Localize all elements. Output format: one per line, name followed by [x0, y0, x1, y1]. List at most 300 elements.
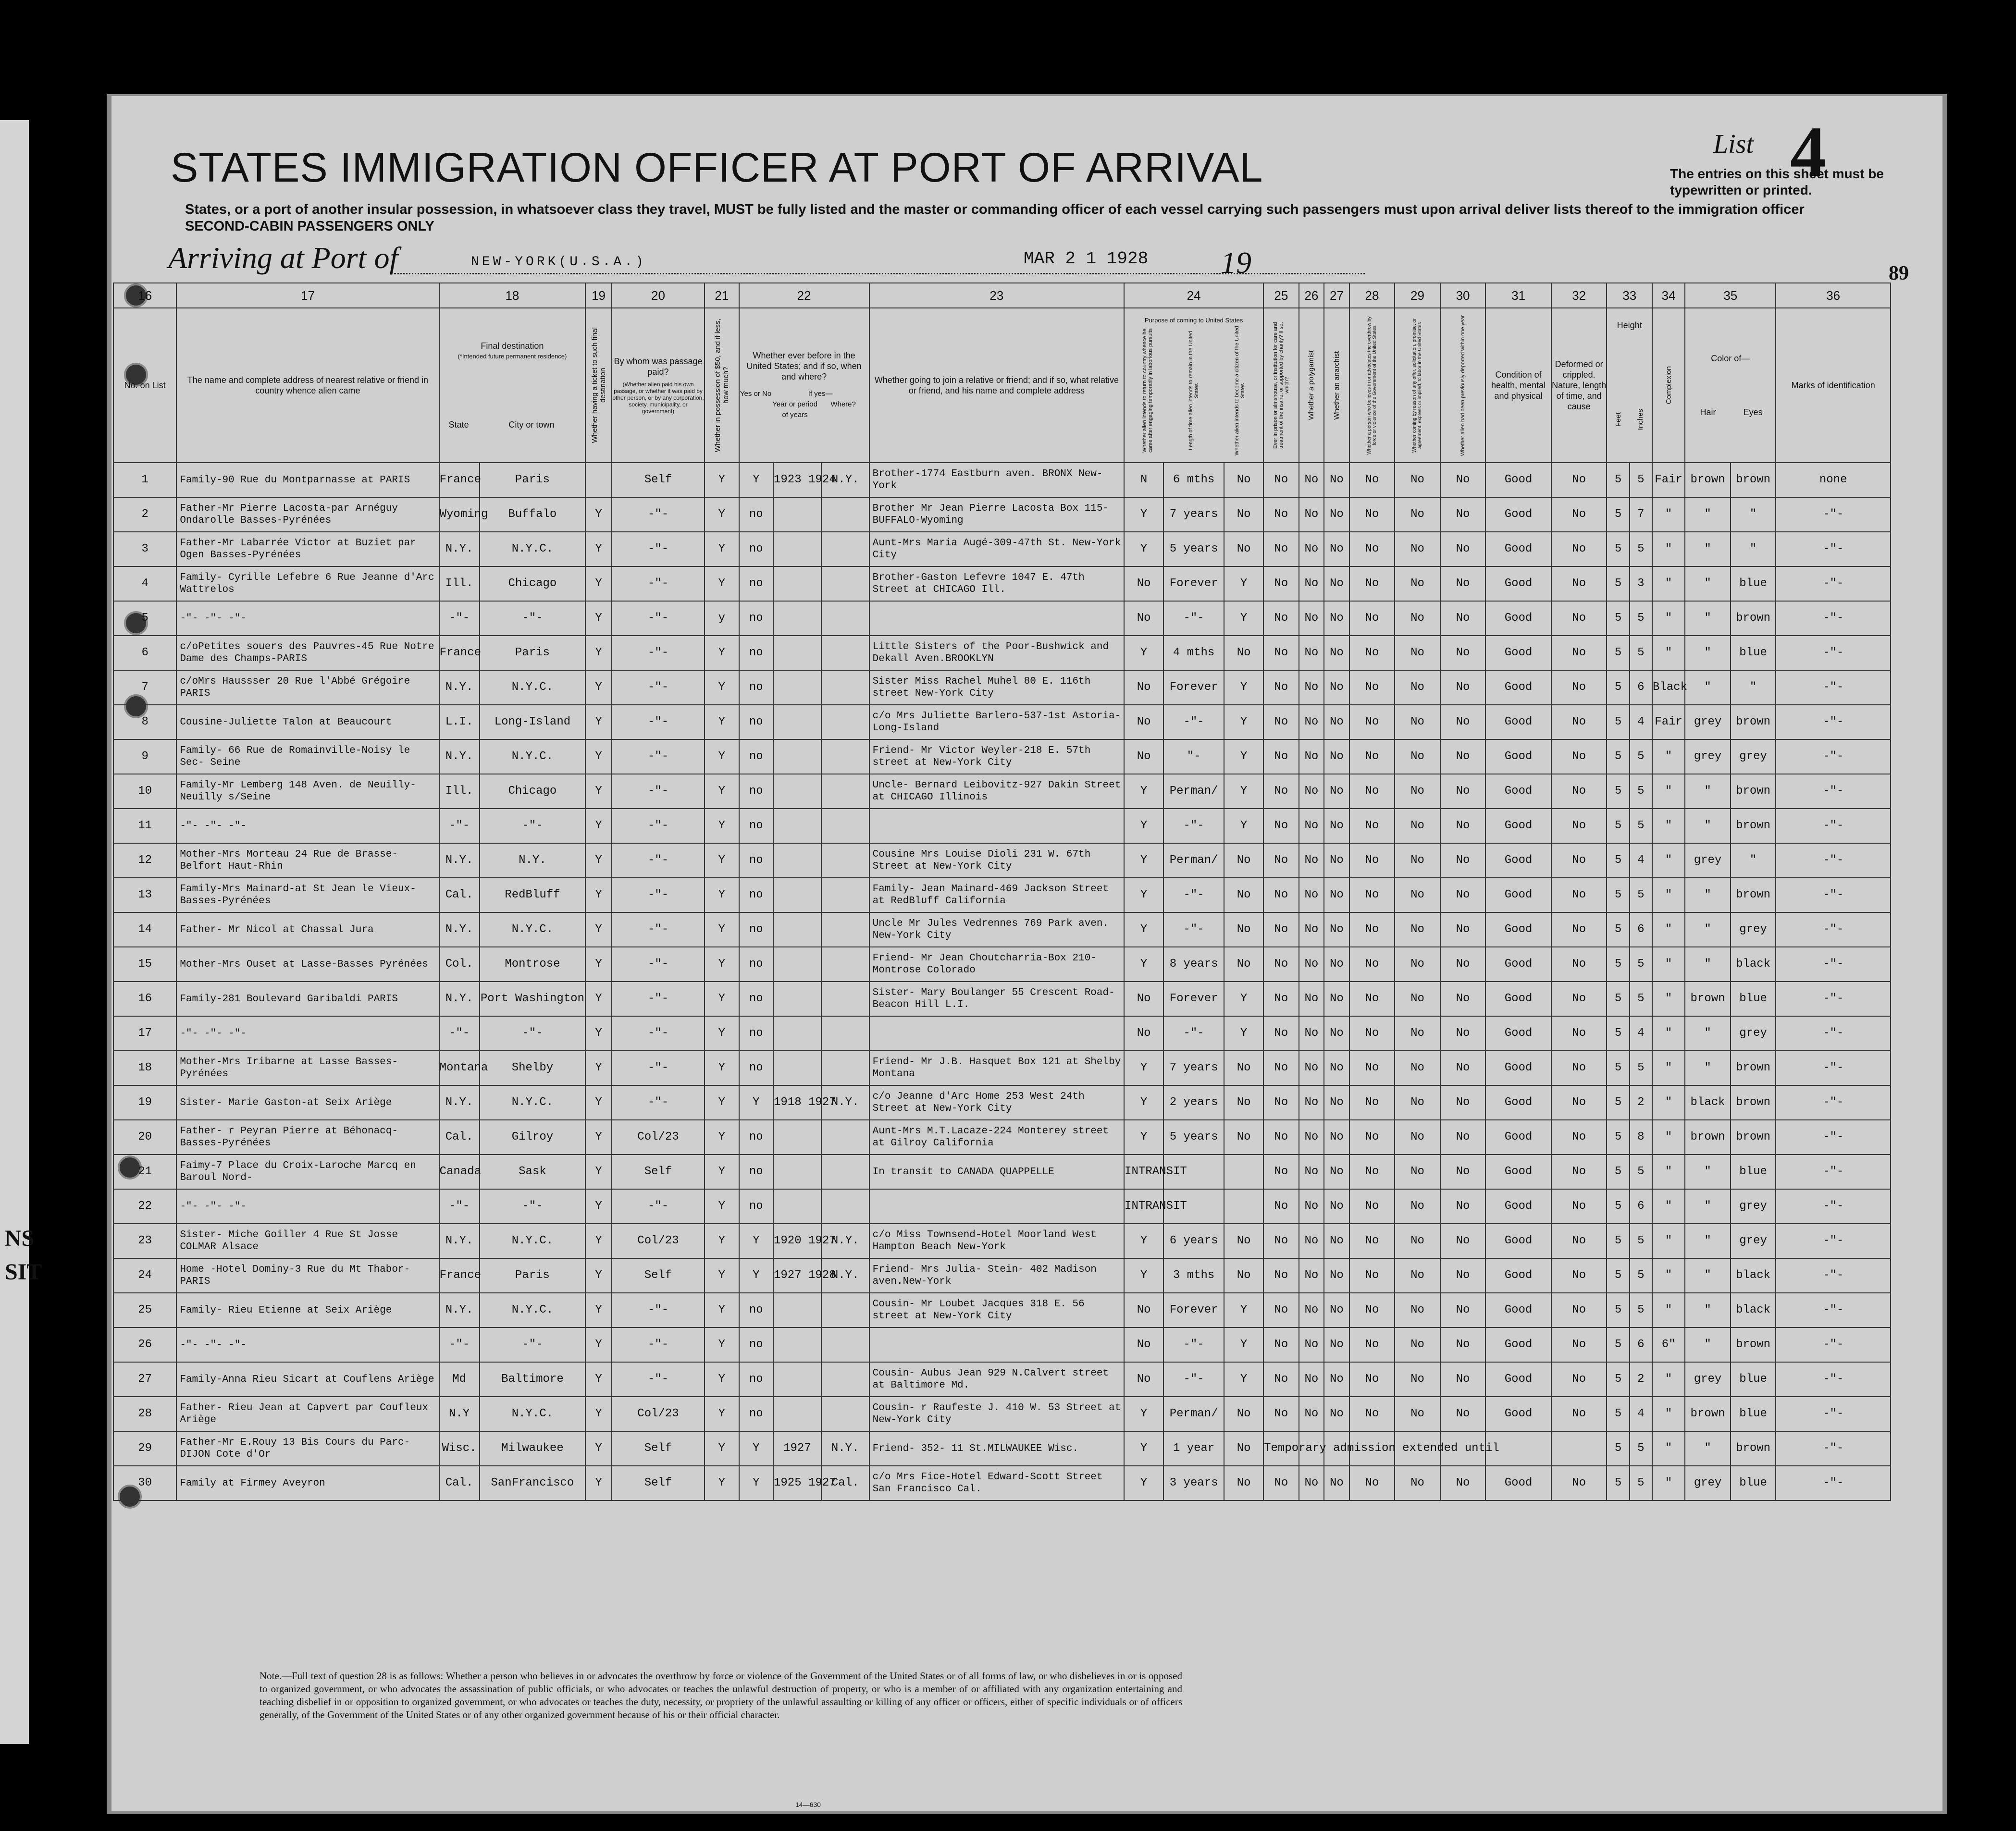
purpose-length-value: -"-: [1163, 878, 1224, 912]
money-value: Y: [705, 1016, 739, 1051]
height-feet: 5: [1607, 843, 1629, 878]
overthrow-value: No: [1349, 1258, 1395, 1293]
money-value: Y: [705, 1397, 739, 1431]
header-money: [705, 308, 739, 463]
ticket-value: Y: [585, 1189, 612, 1224]
eye-color: blue: [1731, 566, 1776, 601]
deported-value: No: [1440, 809, 1486, 843]
complexion-value: ": [1652, 1155, 1685, 1189]
height-inches: 5: [1630, 947, 1652, 982]
money-value: Y: [705, 1189, 739, 1224]
purpose-return-value: No: [1124, 1293, 1163, 1327]
relative-address: Mother-Mrs Morteau 24 Rue de Brasse- Belfort Haut-Rhin: [176, 843, 439, 878]
overthrow-value: No: [1349, 1051, 1395, 1085]
complexion-value: ": [1652, 912, 1685, 947]
eye-color: black: [1731, 1258, 1776, 1293]
before-years: 1918 1927: [773, 1085, 821, 1120]
destination-city: SanFrancisco: [480, 1466, 586, 1500]
destination-state: France: [439, 636, 480, 670]
deported-value: No: [1440, 463, 1486, 497]
relative-address: -"- -"- -"-: [176, 601, 439, 636]
height-feet: 5: [1607, 1051, 1629, 1085]
overthrow-value: No: [1349, 739, 1395, 774]
passage-paid-by: -"-: [612, 843, 705, 878]
destination-city: Milwaukee: [480, 1431, 586, 1466]
deported-value: No: [1440, 1120, 1486, 1155]
height-inches: 5: [1630, 1258, 1652, 1293]
relative-address: Home -Hotel Dominy-3 Rue du Mt Thabor- PARIS: [176, 1258, 439, 1293]
hair-color: grey: [1685, 843, 1731, 878]
deformed-value: No: [1551, 636, 1607, 670]
joining-relative: Uncle- Bernard Leibovitz-927 Dakin Street at CHICAGO Illinois: [869, 774, 1125, 809]
identification-marks: -"-: [1776, 1155, 1891, 1189]
identification-marks: -"-: [1776, 1258, 1891, 1293]
height-feet: 5: [1607, 809, 1629, 843]
anarchist-value: No: [1324, 705, 1349, 739]
before-where: [821, 566, 869, 601]
complexion-value: ": [1652, 1224, 1685, 1258]
prison-value: No: [1263, 947, 1299, 982]
eye-color: ": [1731, 843, 1776, 878]
purpose-return-value: Y: [1124, 1085, 1163, 1120]
condition-value: Good: [1485, 809, 1551, 843]
money-value: Y: [705, 463, 739, 497]
list-number: 4: [1790, 112, 1826, 192]
deformed-value: No: [1551, 1189, 1607, 1224]
passage-paid-by: -"-: [612, 670, 705, 705]
ticket-value: Y: [585, 739, 612, 774]
destination-city: N.Y.C.: [480, 1085, 586, 1120]
prison-value: No: [1263, 1258, 1299, 1293]
overthrow-value: No: [1349, 1224, 1395, 1258]
ticket-value: Y: [585, 1120, 612, 1155]
height-feet: 5: [1607, 1258, 1629, 1293]
destination-state: N.Y.: [439, 1224, 480, 1258]
before-yes-no: no: [739, 1397, 773, 1431]
height-inches: 6: [1630, 670, 1652, 705]
ticket-value: Y: [585, 1293, 612, 1327]
offer-value: No: [1395, 1224, 1440, 1258]
height-inches: 6: [1630, 1189, 1652, 1224]
ticket-value: Y: [585, 878, 612, 912]
relative-address: c/oPetites souers des Pauvres-45 Rue Notre Dame des Champs-PARIS: [176, 636, 439, 670]
identification-marks: -"-: [1776, 1362, 1891, 1397]
ticket-value: Y: [585, 912, 612, 947]
offer-value: No: [1395, 739, 1440, 774]
date-dotted-line: [894, 273, 1365, 274]
purpose-length-value: 8 years: [1163, 947, 1224, 982]
condition-value: Good: [1485, 532, 1551, 566]
table-row: [113, 1258, 1891, 1293]
purpose-citizen-value: Y: [1224, 566, 1263, 601]
purpose-length-value: 6 mths: [1163, 463, 1224, 497]
joining-relative: [869, 809, 1125, 843]
table-row: [113, 1397, 1891, 1431]
eye-color: brown: [1731, 1085, 1776, 1120]
before-where: [821, 1155, 869, 1189]
year-prefix: 19: [1221, 246, 1251, 280]
purpose-return-value: Y: [1124, 809, 1163, 843]
destination-city: Shelby: [480, 1051, 586, 1085]
hair-color: ": [1685, 636, 1731, 670]
eye-color: blue: [1731, 1362, 1776, 1397]
height-feet: 5: [1607, 982, 1629, 1016]
header-year: Year or period of years: [772, 400, 817, 419]
money-value: Y: [705, 774, 739, 809]
deported-value: No: [1440, 912, 1486, 947]
destination-city: Baltimore: [480, 1362, 586, 1397]
col-num: 19: [585, 283, 612, 308]
complexion-value: ": [1652, 566, 1685, 601]
deformed-value: No: [1551, 1397, 1607, 1431]
ticket-value: Y: [585, 947, 612, 982]
row-number: 9: [113, 739, 176, 774]
purpose-length-value: Perman/: [1163, 1397, 1224, 1431]
ticket-value: Y: [585, 1431, 612, 1466]
col-num: 31: [1485, 283, 1551, 308]
height-inches: 3: [1630, 566, 1652, 601]
relative-address: Father- Mr Nicol at Chassal Jura: [176, 912, 439, 947]
condition-value: Good: [1485, 1258, 1551, 1293]
identification-marks: -"-: [1776, 1189, 1891, 1224]
hair-color: ": [1685, 774, 1731, 809]
polygamist-value: No: [1299, 947, 1324, 982]
ticket-value: Y: [585, 1051, 612, 1085]
polygamist-value: No: [1299, 1189, 1324, 1224]
height-feet: 5: [1607, 1466, 1629, 1500]
money-value: Y: [705, 982, 739, 1016]
complexion-value: ": [1652, 1120, 1685, 1155]
purpose-length-value: 7 years: [1163, 497, 1224, 532]
row-number: 29: [113, 1431, 176, 1466]
polygamist-value: No: [1299, 1155, 1324, 1189]
overthrow-value: No: [1349, 601, 1395, 636]
overthrow-value: No: [1349, 878, 1395, 912]
height-feet: 5: [1607, 1085, 1629, 1120]
header-passage: [612, 308, 705, 463]
purpose-return-value: Y: [1124, 1120, 1163, 1155]
before-where: [821, 497, 869, 532]
purpose-return-value: Y: [1124, 532, 1163, 566]
prison-label: Ever in prison or almshouse, or institution for care and treatment of the insane, or supported by charity? If so, which?: [1272, 322, 1290, 449]
prison-value: No: [1263, 1397, 1299, 1431]
row-number: 26: [113, 1327, 176, 1362]
deported-value: No: [1440, 532, 1486, 566]
purpose-citizen-value: No: [1224, 636, 1263, 670]
anarchist-value: No: [1324, 497, 1349, 532]
height-inches: 5: [1630, 601, 1652, 636]
condition-value: Good: [1485, 774, 1551, 809]
complexion-value: Fair: [1652, 463, 1685, 497]
purpose-citizen-value: No: [1224, 497, 1263, 532]
passage-paid-by: -"-: [612, 705, 705, 739]
feet-label: Feet: [1614, 412, 1623, 427]
deported-value: No: [1440, 1362, 1486, 1397]
overthrow-value: No: [1349, 1293, 1395, 1327]
condition-value: Good: [1485, 947, 1551, 982]
before-years: [773, 1397, 821, 1431]
eye-color: grey: [1731, 1224, 1776, 1258]
table-row: [113, 1431, 1891, 1466]
table-row: [113, 1362, 1891, 1397]
destination-state: France: [439, 463, 480, 497]
destination-state: -"-: [439, 1327, 480, 1362]
before-where: [821, 912, 869, 947]
passage-paid-by: -"-: [612, 497, 705, 532]
purpose-length-value: Perman/: [1163, 774, 1224, 809]
offer-value: No: [1395, 532, 1440, 566]
deformed-value: No: [1551, 463, 1607, 497]
before-years: [773, 947, 821, 982]
destination-city: Chicago: [480, 566, 586, 601]
before-yes-no: Y: [739, 1466, 773, 1500]
adjacent-page-strip: [0, 120, 42, 1744]
complexion-value: 6": [1652, 1327, 1685, 1362]
deported-value: No: [1440, 982, 1486, 1016]
prison-value: No: [1263, 1224, 1299, 1258]
overthrow-value: No: [1349, 982, 1395, 1016]
overthrow-value: No: [1349, 1016, 1395, 1051]
relative-address: c/oMrs Haussser 20 Rue l'Abbé Grégoire PARIS: [176, 670, 439, 705]
deformed-value: No: [1551, 1293, 1607, 1327]
before-years: [773, 1293, 821, 1327]
passage-paid-by: Self: [612, 1431, 705, 1466]
passage-paid-by: -"-: [612, 982, 705, 1016]
final-destination-label: Final destination: [481, 341, 544, 351]
height-inches: 5: [1630, 809, 1652, 843]
prison-value: No: [1263, 843, 1299, 878]
polygamist-value: No: [1299, 739, 1324, 774]
destination-city: N.Y.C.: [480, 1293, 586, 1327]
before-where: Cal.: [821, 1466, 869, 1500]
relative-address: Family-281 Boulevard Garibaldi PARIS: [176, 982, 439, 1016]
hair-color: ": [1685, 1431, 1731, 1466]
destination-state: L.I.: [439, 705, 480, 739]
before-yes-no: no: [739, 774, 773, 809]
identification-marks: -"-: [1776, 497, 1891, 532]
overthrow-value: No: [1349, 497, 1395, 532]
prison-value: No: [1263, 532, 1299, 566]
adjacent-page-text-2: SIT: [5, 1259, 42, 1285]
purpose-return-value: Y: [1124, 1051, 1163, 1085]
purpose-return-value: Y: [1124, 843, 1163, 878]
before-where: [821, 843, 869, 878]
offer-label: Whether coming by reason of any offer, solicitation, promise, or agreement, express or implied, to labor in the United States: [1412, 318, 1423, 453]
height-feet: 5: [1607, 1327, 1629, 1362]
hair-color: brown: [1685, 982, 1731, 1016]
destination-state: Ill.: [439, 566, 480, 601]
condition-value: Good: [1485, 1362, 1551, 1397]
deformed-value: No: [1551, 1258, 1607, 1293]
overthrow-value: No: [1349, 1362, 1395, 1397]
passage-paid-by: -"-: [612, 947, 705, 982]
joining-relative: Friend- Mr Victor Weyler-218 E. 57th street at New-York City: [869, 739, 1125, 774]
header-where: Where?: [830, 400, 856, 408]
destination-state: N.Y.: [439, 843, 480, 878]
eye-color: ": [1731, 670, 1776, 705]
eye-color: brown: [1731, 1120, 1776, 1155]
prison-value: No: [1263, 809, 1299, 843]
joining-relative: Friend- 352- 11 St.MILWAUKEE Wisc.: [869, 1431, 1125, 1466]
condition-value: Good: [1485, 670, 1551, 705]
before-where: [821, 670, 869, 705]
purpose-return-value: No: [1124, 1016, 1163, 1051]
ticket-value: Y: [585, 843, 612, 878]
height-feet: 5: [1607, 1155, 1629, 1189]
deported-value: No: [1440, 705, 1486, 739]
destination-city: Paris: [480, 636, 586, 670]
ticket-value: Y: [585, 601, 612, 636]
table-row: [113, 1327, 1891, 1362]
purpose-length-value: -"-: [1163, 1362, 1224, 1397]
prison-value: No: [1263, 1155, 1299, 1189]
money-value: Y: [705, 1224, 739, 1258]
destination-city: N.Y.C.: [480, 532, 586, 566]
complexion-value: ": [1652, 1085, 1685, 1120]
identification-marks: -"-: [1776, 843, 1891, 878]
destination-state: Wisc.: [439, 1431, 480, 1466]
header-yes-no: Yes or No: [740, 390, 772, 398]
destination-city: N.Y.C.: [480, 1397, 586, 1431]
purpose-return-value: No: [1124, 705, 1163, 739]
purpose-length-value: Forever: [1163, 566, 1224, 601]
money-value: Y: [705, 878, 739, 912]
deformed-value: No: [1551, 1155, 1607, 1189]
header-height: [1607, 308, 1652, 463]
passage-paid-by: -"-: [612, 878, 705, 912]
purpose-citizen-value: No: [1224, 1051, 1263, 1085]
before-yes-no: no: [739, 1189, 773, 1224]
relative-address: Family-Anna Rieu Sicart at Couflens Ariège: [176, 1362, 439, 1397]
joining-relative: Little Sisters of the Poor-Bushwick and Dekall Aven.BROOKLYN: [869, 636, 1125, 670]
before-yes-no: no: [739, 1362, 773, 1397]
purpose-citizen-value: [1224, 1155, 1263, 1189]
anarchist-value: No: [1324, 670, 1349, 705]
joining-relative: c/o Mrs Fice-Hotel Edward-Scott Street San Francisco Cal.: [869, 1466, 1125, 1500]
table-row: [113, 497, 1891, 532]
hair-color: ": [1685, 878, 1731, 912]
purpose-length-value: 4 mths: [1163, 636, 1224, 670]
anarchist-value: No: [1324, 912, 1349, 947]
complexion-value: ": [1652, 1397, 1685, 1431]
height-inches: 5: [1630, 463, 1652, 497]
purpose-length-value: -"-: [1163, 809, 1224, 843]
offer-value: No: [1395, 843, 1440, 878]
deported-value: No: [1440, 601, 1486, 636]
height-inches: 2: [1630, 1085, 1652, 1120]
purpose-length-value: Forever: [1163, 670, 1224, 705]
overthrow-value: No: [1349, 670, 1395, 705]
before-years: 1927: [773, 1431, 821, 1466]
before-years: [773, 912, 821, 947]
polygamist-value: No: [1299, 566, 1324, 601]
relative-address: Father-Mr E.Rouy 13 Bis Cours du Parc- DIJON Cote d'Or: [176, 1431, 439, 1466]
complexion-value: ": [1652, 947, 1685, 982]
ticket-value: Y: [585, 982, 612, 1016]
overthrow-value: No: [1349, 636, 1395, 670]
height-feet: 5: [1607, 1293, 1629, 1327]
col-num: 27: [1324, 283, 1349, 308]
joining-relative: Brother-Gaston Lefevre 1047 E. 47th Street at CHICAGO Ill.: [869, 566, 1125, 601]
table-row: [113, 532, 1891, 566]
port-value: NEW-YORK(U.S.A.): [471, 255, 646, 270]
height-inches: 4: [1630, 1397, 1652, 1431]
money-value: Y: [705, 532, 739, 566]
height-inches: 5: [1630, 1155, 1652, 1189]
hair-color: ": [1685, 1016, 1731, 1051]
joining-relative: Friend- Mr Jean Choutcharria-Box 210-Montrose Colorado: [869, 947, 1125, 982]
condition-value: Good: [1485, 636, 1551, 670]
joining-relative: c/o Mrs Juliette Barlero-537-1st Astoria- Long-Island: [869, 705, 1125, 739]
passage-paid-by: Self: [612, 1258, 705, 1293]
purpose-return-value: No: [1124, 566, 1163, 601]
prison-value: No: [1263, 1051, 1299, 1085]
row-number: 30: [113, 1466, 176, 1500]
condition-value: Good: [1485, 739, 1551, 774]
relative-address: Mother-Mrs Iribarne at Lasse Basses-Pyrénées: [176, 1051, 439, 1085]
table-row: [113, 774, 1891, 809]
purpose-return-value: Y: [1124, 1431, 1163, 1466]
purpose-citizen-value: No: [1224, 1466, 1263, 1500]
purpose-return-value: Y: [1124, 1258, 1163, 1293]
anarchist-value: No: [1324, 843, 1349, 878]
relative-address: Family- Rieu Etienne at Seix Ariège: [176, 1293, 439, 1327]
adjacent-page-text-1: NS: [5, 1226, 35, 1251]
header-final-destination: [439, 308, 586, 463]
money-value: Y: [705, 1362, 739, 1397]
deformed-value: No: [1551, 532, 1607, 566]
destination-city: Paris: [480, 1258, 586, 1293]
eye-color: brown: [1731, 1431, 1776, 1466]
hair-color: grey: [1685, 705, 1731, 739]
destination-state: Cal.: [439, 878, 480, 912]
prison-value: No: [1263, 1362, 1299, 1397]
height-inches: 5: [1630, 774, 1652, 809]
deformed-value: No: [1551, 982, 1607, 1016]
row-number: 15: [113, 947, 176, 982]
deported-value: No: [1440, 1016, 1486, 1051]
col-num: 16: [113, 283, 176, 308]
purpose-return-value: No: [1124, 601, 1163, 636]
passage-paid-by: -"-: [612, 566, 705, 601]
relative-address: Cousine-Juliette Talon at Beaucourt: [176, 705, 439, 739]
condition-value: Good: [1485, 566, 1551, 601]
eye-color: brown: [1731, 705, 1776, 739]
passage-paid-by: -"-: [612, 1327, 705, 1362]
row-number: 21: [113, 1155, 176, 1189]
anarchist-value: No: [1324, 1085, 1349, 1120]
money-value: Y: [705, 636, 739, 670]
money-value: Y: [705, 912, 739, 947]
before-years: [773, 1155, 821, 1189]
header-overthrow: [1349, 308, 1395, 463]
purpose-length-value: -"-: [1163, 1016, 1224, 1051]
purpose-length-value: Perman/: [1163, 843, 1224, 878]
deported-value: No: [1440, 1397, 1486, 1431]
polygamist-value: No: [1299, 705, 1324, 739]
color-label: Color of—: [1711, 354, 1750, 363]
offer-value: No: [1395, 809, 1440, 843]
complexion-value: ": [1652, 774, 1685, 809]
purpose-citizen-value: Y: [1224, 982, 1263, 1016]
before-where: [821, 1016, 869, 1051]
height-inches: 5: [1630, 1466, 1652, 1500]
hair-color: ": [1685, 947, 1731, 982]
before-where: [821, 601, 869, 636]
money-label: Whether in possession of $50, and if less, how much?: [713, 319, 730, 452]
deformed-value: No: [1551, 1466, 1607, 1500]
joining-relative: Cousin- Mr Loubet Jacques 318 E. 56 street at New-York City: [869, 1293, 1125, 1327]
